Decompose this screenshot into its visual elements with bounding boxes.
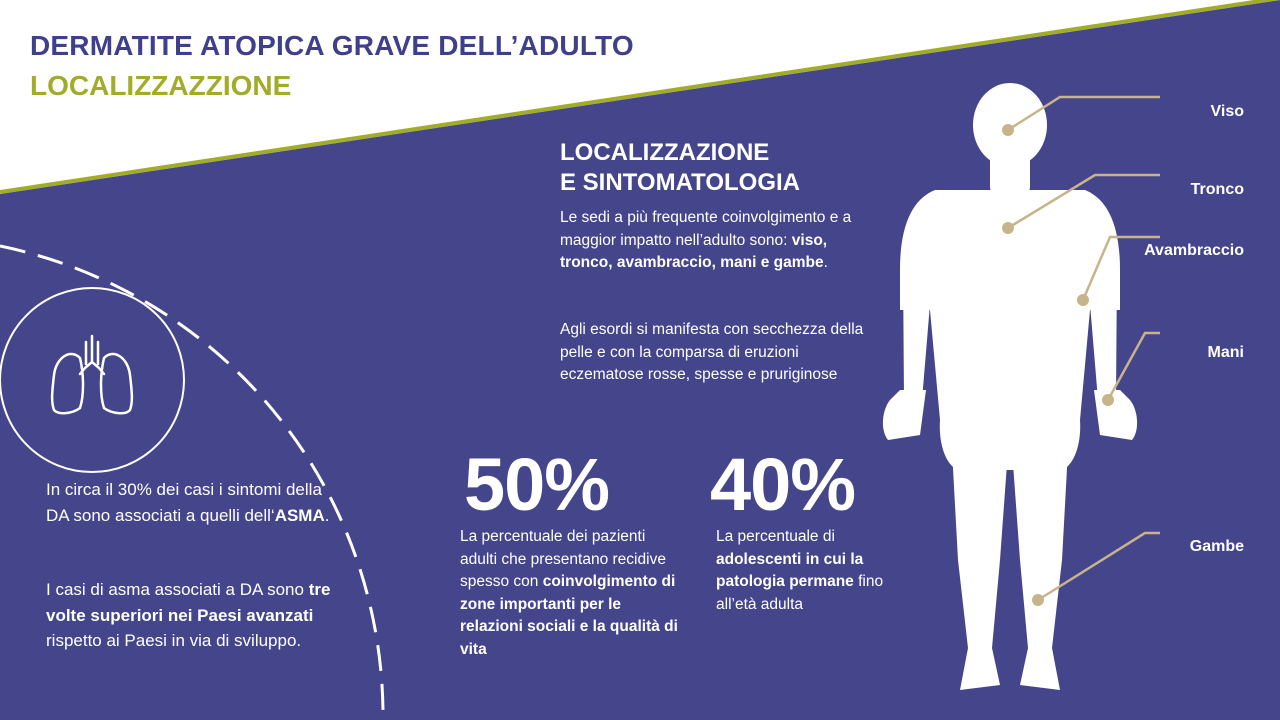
symptoms-paragraph: Agli esordi si manifesta con secchezza della pelle e con la comparsa di eruzioni eczematose rosse, spesse e pruriginose xyxy=(560,321,864,383)
marker-tronco xyxy=(1002,222,1014,234)
stat-50-text: La percentuale dei pazienti adulti che presentano recidive spesso con xyxy=(460,528,666,590)
section-title-line1: LOCALIZZAZIONE xyxy=(560,139,770,166)
marker-gambe xyxy=(1032,594,1044,606)
page-title: DERMATITE ATOPICA GRAVE DELL’ADULTO xyxy=(30,30,634,61)
localization-text: Le sedi a più frequente coinvolgimento e a maggior impatto nell’adulto sono: xyxy=(560,209,852,249)
stat-40-bold: adolescenti in cui la patologia permane xyxy=(716,550,864,590)
stat-value-50: 50% xyxy=(464,443,610,526)
asthma-bold: ASMA xyxy=(274,505,325,525)
label-mani: Mani xyxy=(1207,344,1244,361)
stat-description-50 xyxy=(460,526,680,661)
asthma-text-end: . xyxy=(324,505,330,525)
prevalence-text: I casi di asma associati a DA sono xyxy=(46,580,309,599)
label-tronco: Tronco xyxy=(1190,181,1244,198)
stat-50-bold: coinvolgimento di zone importanti per le relazioni sociali e la qualità di vita xyxy=(460,573,678,658)
localization-text-end: . xyxy=(823,254,828,271)
section-title xyxy=(560,138,880,198)
label-avambraccio: Avambraccio xyxy=(1144,242,1244,259)
section-title-line2: E SINTOMATOLOGIA xyxy=(560,169,801,196)
localization-sites: viso, tronco, avambraccio, mani e gambe xyxy=(560,231,828,271)
stat-description-40 xyxy=(716,526,906,616)
asthma-paragraph xyxy=(46,477,346,528)
asthma-text: In circa il 30% dei casi i sintomi della DA sono associati a quelli dell‘ xyxy=(46,480,322,525)
stat-40-text-end: fino all’età adulta xyxy=(716,573,884,613)
stat-value-40: 40% xyxy=(710,443,856,526)
prevalence-bold: tre volte superiori nei Paesi avanzati xyxy=(46,580,331,625)
stat-40-text: La percentuale di xyxy=(716,528,835,545)
marker-mani xyxy=(1102,394,1114,406)
asthma-prevalence-paragraph xyxy=(46,577,346,654)
localization-paragraph xyxy=(560,207,880,275)
page-subtitle: LOCALIZZAZZIONE xyxy=(30,70,292,101)
prevalence-text-end: rispetto ai Paesi in via di sviluppo. xyxy=(46,631,302,650)
marker-viso xyxy=(1002,124,1014,136)
label-viso: Viso xyxy=(1210,103,1244,120)
marker-avambraccio xyxy=(1077,294,1089,306)
label-gambe: Gambe xyxy=(1189,538,1244,555)
